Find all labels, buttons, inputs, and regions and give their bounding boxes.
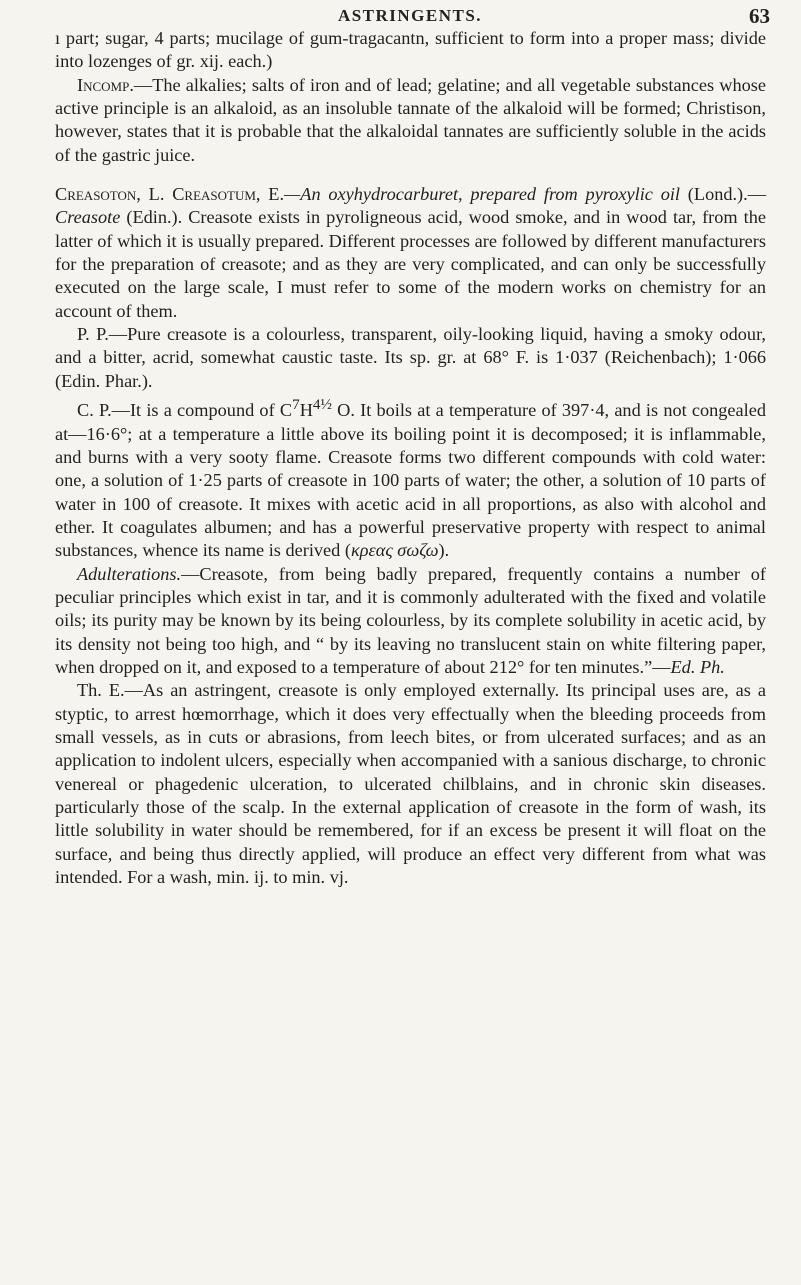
paragraph-text: —As an astringent, creasote is only employed externally. Its principal uses are, as a styptic, to arrest hœmorrhage, which it does very effectually when the bleeding proceeds from small vessels, as in cuts or abrasions, from leech bites, or from ulcerated surfaces; and as an application to indolent ulcers, especially when accompanied with a sanious discharge, to chronic venereal or phagedenic ulceration, to ulcerated chilblains, and in chronic skin diseases. particularly those of the scalp. In the external application of creasote in the form of wash, its little solubility in water should be remembered, for if an excess be present it will float on the surface, and being thus directly applied, will produce an effect very different from what was intended. For a wash, min. ij. to min. vj. bbox=[55, 680, 767, 888]
page-number: 63 bbox=[749, 4, 770, 28]
body-text bbox=[55, 27, 766, 889]
citation: Ed. Ph. bbox=[670, 657, 725, 678]
formula-superscript: 7 bbox=[292, 396, 300, 414]
entry-definition: —An oxyhydrocarburet, prepared from pyroxylic oil bbox=[284, 184, 680, 205]
paragraph-incompatibles bbox=[55, 74, 766, 167]
paragraph-physical-properties bbox=[55, 323, 766, 393]
entry-name: Creasote bbox=[55, 207, 121, 228]
paragraph-lozenge-formula bbox=[55, 27, 766, 74]
paragraph-therapeutic-effects bbox=[55, 679, 766, 889]
section-lead: Adulterations. bbox=[77, 563, 182, 584]
paragraph-text: C. P.—It is a compound of C bbox=[77, 400, 293, 421]
section-lead: Incomp. bbox=[77, 74, 134, 95]
paragraph-text: P. P.—Pure creasote is a colourless, transparent, oily-looking liquid, having a smoky odour, and a bitter, acrid, somewhat caustic taste. Its sp. gr. at 68° F. is 1·037 (Reichenbach); 1·066 (Edin. Phar.). bbox=[55, 324, 766, 391]
paragraph-text: —The alkalies; salts of iron and of lead; gelatine; and all vegetable substances whose active principle is an alkaloid, as an insoluble tannate of the alkaloid will be formed; Christison, however, states that it is probable that the alkaloidal tannates are sufficiently soluble in the acids of the gastric juice. bbox=[55, 74, 766, 165]
paragraph-text: H bbox=[299, 400, 313, 421]
entry-heading: Creasoton, L. Creasotum, E. bbox=[55, 184, 285, 205]
formula-superscript: 4½ bbox=[312, 396, 332, 414]
paragraph-creasote-entry bbox=[55, 183, 766, 323]
running-head: ASTRINGENTS. bbox=[337, 6, 483, 25]
paragraph-text: —Creasote, from being badly prepared, frequently contains a number of peculiar principles which exist in tar, and it is commonly adulterated with the fixed and volatile oils; its purity may be known by its being colourless, by its complete solubility in acetic acid, by its density not being too high, and “ by its leaving no translucent stain on white filtering paper, when dropped on it, and exposed to a temperature of about 212° for ten minutes.”— bbox=[55, 563, 766, 678]
section-lead: Th. E. bbox=[77, 680, 125, 701]
greek-etymology: κρεας σωζω bbox=[350, 540, 439, 561]
paragraph-text: O. It boils at a temperature of 397·4, and is not congealed at—16·6°; at a temperature a little above its boiling point it is decomposed; it is inflammable, and burns with a very sooty flame. Creasote forms two different compounds with cold water: one, a solution of 1·25 parts of creasote in 100 parts of water; the other, a solution of 10 parts of water in 100 of creasote. It mixes with acetic acid in all proportions, as also with alcohol and ether. It coagulates albumen; and has a powerful preservative property with respect to animal substances, whence its name is derived ( bbox=[55, 400, 766, 561]
paragraph-text: (Lond.).— bbox=[680, 184, 766, 205]
paragraph-text: ). bbox=[438, 540, 450, 561]
paragraph-chemical-properties bbox=[55, 393, 766, 563]
paragraph-text: ı part; sugar, 4 parts; mucilage of gum-tragacantn, sufficient to form into a proper mass; divide into lozenges of gr. xij. each.) bbox=[55, 28, 766, 72]
paragraph-text: (Edin.). Creasote exists in pyroligneous acid, wood smoke, and in wood tar, from the latter of which it is usually prepared. Different processes are followed by different manufacturers for the preparation of creasote; and as they are very complicated, and can only be successfully executed on the large scale, I must refer to some of the modern works on chemistry for an account of them. bbox=[55, 207, 766, 321]
paragraph-adulterations bbox=[55, 563, 766, 680]
